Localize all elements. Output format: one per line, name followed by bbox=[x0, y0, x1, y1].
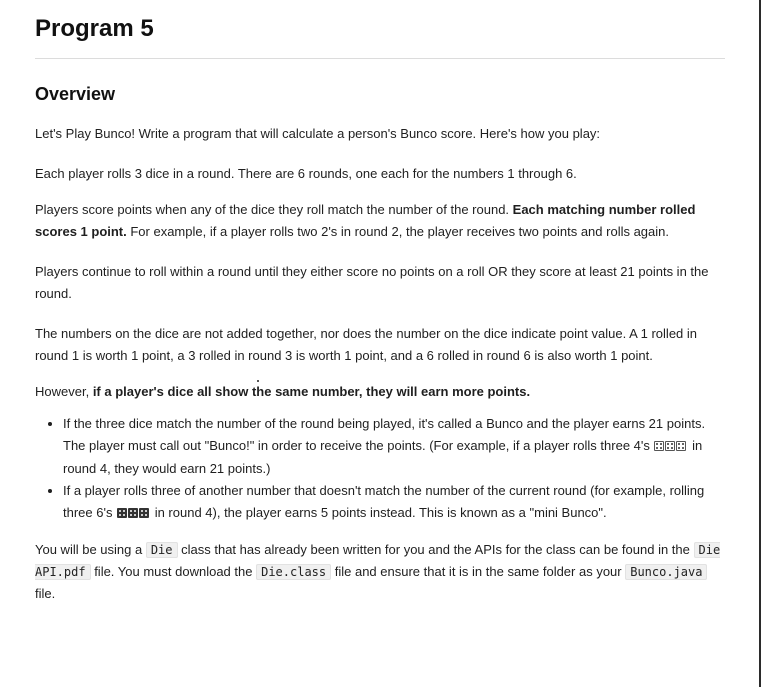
page-title: Program 5 bbox=[35, 15, 154, 42]
document-content bbox=[35, 0, 725, 605]
code-die-api-pdf: Die API.pdf bbox=[35, 543, 721, 579]
closing-text-4: file and ensure that it is in the same folder as your bbox=[331, 564, 626, 579]
title-divider bbox=[35, 58, 725, 59]
however-bold: if a player's dice all show the same number, they will earn more points. bbox=[92, 384, 531, 399]
scoring-bold: Each matching number rolled scores 1 point. bbox=[35, 202, 696, 239]
rounds-paragraph: Each player rolls 3 dice in a round. There are 6 rounds, one each for the numbers 1 through 6. bbox=[35, 166, 577, 181]
bunco-text-a: If the three dice match the number of the round being played, it's called a Bunco and the player earns 21 points. The player must call out "Bunco!" in order to receive the points. (For example, if a player rolls three 4's bbox=[63, 416, 706, 453]
mini-bunco-bullet bbox=[63, 480, 725, 525]
value-paragraph: The numbers on the dice are not added together, nor does the number on the dice indicate point value. A 1 rolled in round 1 is worth 1 point, a 3 rolled in round 3 is worth 1 point, and a 6 rolled in round 6 is also worth 1 point. bbox=[35, 326, 698, 363]
intro-paragraph: Let's Play Bunco! Write a program that will calculate a person's Bunco score. Here's how you play: bbox=[35, 126, 601, 141]
three-fours-dice-icon bbox=[654, 436, 687, 458]
however-text: However, bbox=[35, 384, 93, 399]
mini-text-b: in round 4), the player earns 5 points instead. This is known as a "mini Bunco". bbox=[151, 505, 607, 520]
right-border bbox=[759, 0, 761, 687]
code-die-class: Die.class bbox=[256, 564, 331, 580]
closing-paragraph bbox=[35, 539, 725, 605]
code-die: Die bbox=[146, 542, 178, 558]
overview-heading: Overview bbox=[35, 84, 116, 104]
scoring-text-a: Players score points when any of the dice they roll match the number of the round. bbox=[35, 202, 513, 217]
however-paragraph bbox=[35, 381, 725, 403]
mini-text-a: If a player rolls three of another number that doesn't match the number of the current round (for example, rolling three 6's bbox=[63, 483, 705, 520]
three-sixes-dice-icon bbox=[117, 503, 150, 525]
code-bunco-java: Bunco.java bbox=[625, 564, 707, 580]
bunco-text-b: in round 4, they would earn 21 points.) bbox=[63, 438, 703, 476]
scoring-text-b: For example, if a player rolls two 2's in round 2, the player receives two points and rolls again. bbox=[126, 224, 669, 239]
continue-paragraph: Players continue to roll within a round until they either score no points on a roll OR they score at least 21 points in the round. bbox=[35, 264, 709, 301]
closing-text-1: You will be using a bbox=[35, 542, 146, 557]
scoring-paragraph bbox=[35, 199, 725, 243]
closing-text-2: class that has already been written for you and the APIs for the class can be found in the bbox=[177, 542, 694, 557]
bunco-bullet bbox=[63, 413, 725, 480]
rules-list bbox=[35, 413, 725, 525]
closing-text-3: file. You must download the bbox=[90, 564, 257, 579]
closing-text-5: file. bbox=[35, 586, 56, 601]
